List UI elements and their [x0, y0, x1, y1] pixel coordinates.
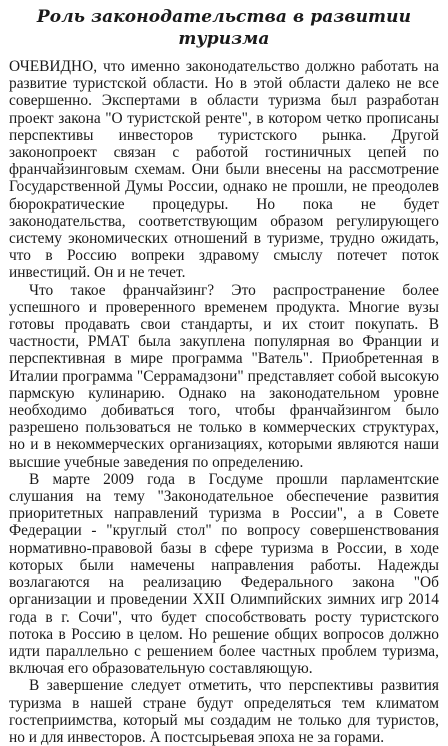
article-title: Роль законодательства в развитии туризма	[36, 7, 412, 49]
paragraph-4: В завершение следует отметить, что перспективы развития туризма в нашей стране будут определяться тем климатом гостеприимства, который мы создадим не только для туристов, но и для инвесторов. А постсырьевая эпоха не за горами.	[9, 677, 439, 746]
paragraph-2: Что такое франчайзинг? Это распространение более успешного и проверенного временем продукта. Многие вузы готовы продавать свои стандарты, и их стоит покупать. В частности, РМАТ была закуплена популярная во Франции и перспективная в мире программа "Ватель". Приобретенная в Италии программа "Серрамадзони" представляет собой высокую пармскую кулинарию. Однако на законодательном уровне необходимо добиваться того, чтобы франчайзингом было разрешено пользоваться не только в коммерческих структурах, но и в некоммерческих организациях, которыми являются наши высшие учебные заведения по определению.	[9, 281, 439, 471]
paragraph-3: В марте 2009 года в Госдуме прошли парламентские слушания на тему "Законодательное обеспечение развития приоритетных направлений туризма в России", а в Совете Федерации - "круглый стол" по вопросу совершенствования нормативно-правовой базы в сфере туризма в России, в ходе которых были намечены направления работы. Надежды возлагаются на реализацию Федерального закона "Об организации и проведении XXII Олимпийских зимних игр 2014 года в г. Сочи", что будет способствовать росту туристского потока в Россию в целом. Но решение общих вопросов должно идти параллельно с решением более частных проблем туризма, включая его образовательную составляющую.	[9, 470, 439, 678]
paragraph-1: ОЧЕВИДНО, что именно законодательство должно работать на развитие туристской области. Но в этой области далеко не все совершенно. Экспертами в области туризма был разработан проект закона "О туристской ренте", в котором четко прописаны перспективы инвесторов туристского рынка. Другой законопроект связан с работой гостиничных цепей по франчайзинговым схемам. Они были внесены на рассмотрение Государственной Думы России, однако не прошли, не преодолев бюрократические процедуры. Но пока не будет законодательства, соответствующим образом регулирующего систему экономических отношений в туризме, трудно ожидать, что в Россию вопреки здравому смыслу потечет поток инвестиций. Он и не течет.	[9, 58, 439, 282]
article-body	[9, 58, 439, 746]
